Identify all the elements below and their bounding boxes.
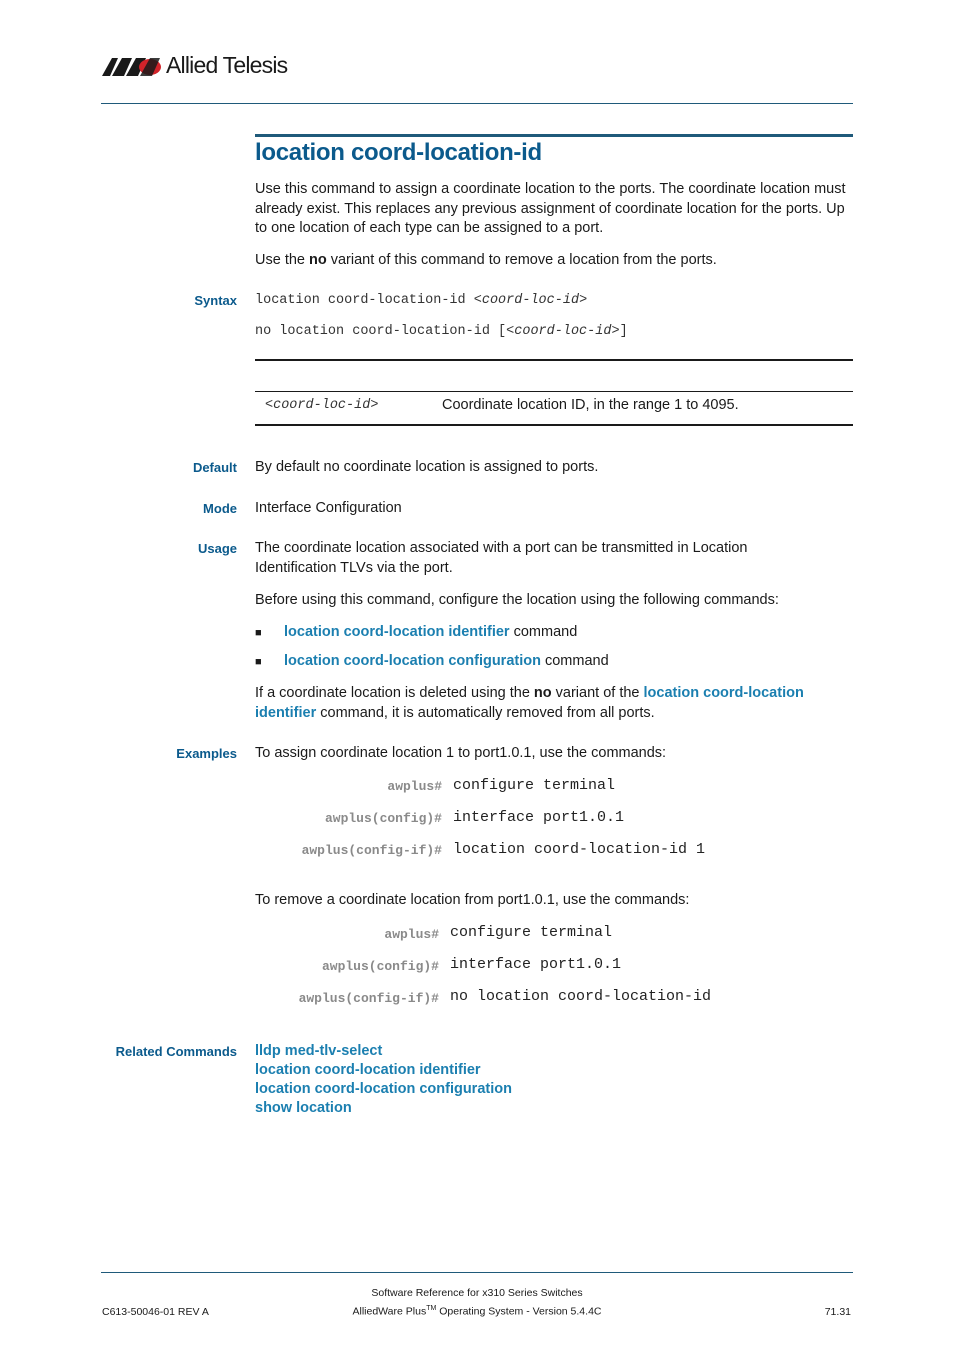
default-text: By default no coordinate location is assigned to ports. [255, 459, 599, 475]
intro-no-paragraph [255, 251, 847, 271]
table-header-rule [255, 391, 853, 392]
param-suffix: > [370, 398, 379, 413]
intro2-after: variant of this command to remove a location from the ports. [326, 252, 717, 268]
link-coord-location-identifier[interactable]: location coord-location identifier [284, 624, 510, 640]
examples-intro-2: To remove a coordinate location from port1.0.1, use the commands: [255, 892, 690, 908]
param-prefix: < [265, 398, 274, 413]
syntax-line-1 [255, 293, 587, 308]
title-rule [255, 134, 853, 137]
related-link-4[interactable]: show location [255, 1100, 352, 1116]
prompt: awplus(config-if)# [298, 991, 439, 1006]
footer-tm: TM [426, 1305, 437, 1312]
footer-title: Software Reference for x310 Series Switches [371, 1287, 583, 1299]
param-name: coord-loc-id [273, 398, 371, 413]
usage-paragraph-3 [255, 684, 835, 723]
related-link-3[interactable]: location coord-location configuration [255, 1081, 512, 1097]
intro-paragraph: Use this command to assign a coordinate location to the ports. The coordinate location must already exist. This replaces any previous assignment of coordinate location for the ports. Up to one location of each type can be assigned to a port. [255, 181, 846, 236]
intro2-bold: no [309, 252, 327, 268]
table-bottom-rule [255, 424, 853, 426]
syntax-label: Syntax [194, 293, 237, 308]
prompt: awplus(config)# [324, 811, 442, 826]
link-coord-location-configuration[interactable]: location coord-location configuration [284, 653, 541, 669]
footer-rule [101, 1272, 853, 1273]
footer-page-number: 71.31 [824, 1306, 851, 1318]
header-rule [101, 103, 853, 104]
command: configure terminal [450, 924, 613, 941]
syntax1-suffix: > [579, 293, 588, 308]
intro2-before: Use the [255, 252, 309, 268]
usage-label: Usage [197, 541, 237, 556]
command: interface port1.0.1 [450, 956, 622, 973]
default-label: Default [192, 460, 237, 475]
syntax1-param: coord-loc-id [481, 293, 580, 308]
p3-bold: no [533, 685, 552, 701]
bullet2-text: command [540, 653, 609, 669]
syntax2-param: coord-loc-id [514, 324, 612, 339]
p3-before: If a coordinate location is deleted using the [255, 685, 534, 701]
usage-bullet-2 [284, 652, 844, 672]
footer-os-rest: Operating System - Version 5.4.4C [436, 1305, 602, 1318]
mode-label: Mode [203, 501, 237, 516]
prompt: awplus(config-if)# [301, 843, 442, 858]
command: configure terminal [453, 777, 616, 794]
usage-paragraph-2: Before using this command, configure the location using the following commands: [255, 592, 779, 608]
usage-bullet-1 [284, 623, 844, 643]
footer-os-name: AlliedWare Plus [352, 1305, 427, 1318]
related-link-1[interactable]: lldp med-tlv-select [255, 1043, 383, 1059]
param-cell [265, 398, 378, 413]
logo-text: Allied Telesis [166, 52, 288, 78]
p3-after: command, it is automatically removed from all ports. [316, 704, 655, 721]
allied-telesis-logo [102, 50, 302, 82]
logo-mark-icon [102, 54, 166, 80]
link-coord-location-identifier-inline[interactable]: location coord-location identifier [255, 685, 804, 721]
syntax1-prefix: location coord-location-id < [255, 293, 482, 308]
command: no location coord-location-id [450, 988, 712, 1005]
page-title: location coord-location-id [255, 139, 542, 166]
prompt: awplus# [384, 927, 439, 942]
related-link-2[interactable]: location coord-location identifier [255, 1062, 481, 1078]
syntax-line-2 [255, 324, 628, 339]
prompt: awplus(config)# [321, 959, 439, 974]
footer-doc-id: C613-50046-01 REV A [102, 1306, 209, 1318]
p3-middle: variant of the [551, 685, 644, 701]
mode-text: Interface Configuration [255, 500, 402, 516]
syntax2-prefix: no location coord-location-id [< [255, 324, 515, 339]
examples-label: Examples [176, 746, 237, 761]
syntax2-suffix: >] [611, 324, 628, 339]
related-commands-label: Related Commands [115, 1044, 237, 1059]
bullet-icon: ■ [255, 627, 262, 639]
bullet-icon: ■ [255, 656, 262, 668]
command: interface port1.0.1 [453, 809, 625, 826]
usage-paragraph-1: The coordinate location associated with a port can be transmitted in Location Identification TLVs via the port. [255, 540, 748, 576]
prompt: awplus# [387, 779, 442, 794]
param-description: Coordinate location ID, in the range 1 to 4095. [442, 397, 739, 413]
examples-intro-1: To assign coordinate location 1 to port1.0.1, use the commands: [255, 745, 667, 761]
table-top-rule [255, 359, 853, 361]
command: location coord-location-id 1 [453, 841, 706, 858]
bullet1-text: command [509, 624, 578, 640]
